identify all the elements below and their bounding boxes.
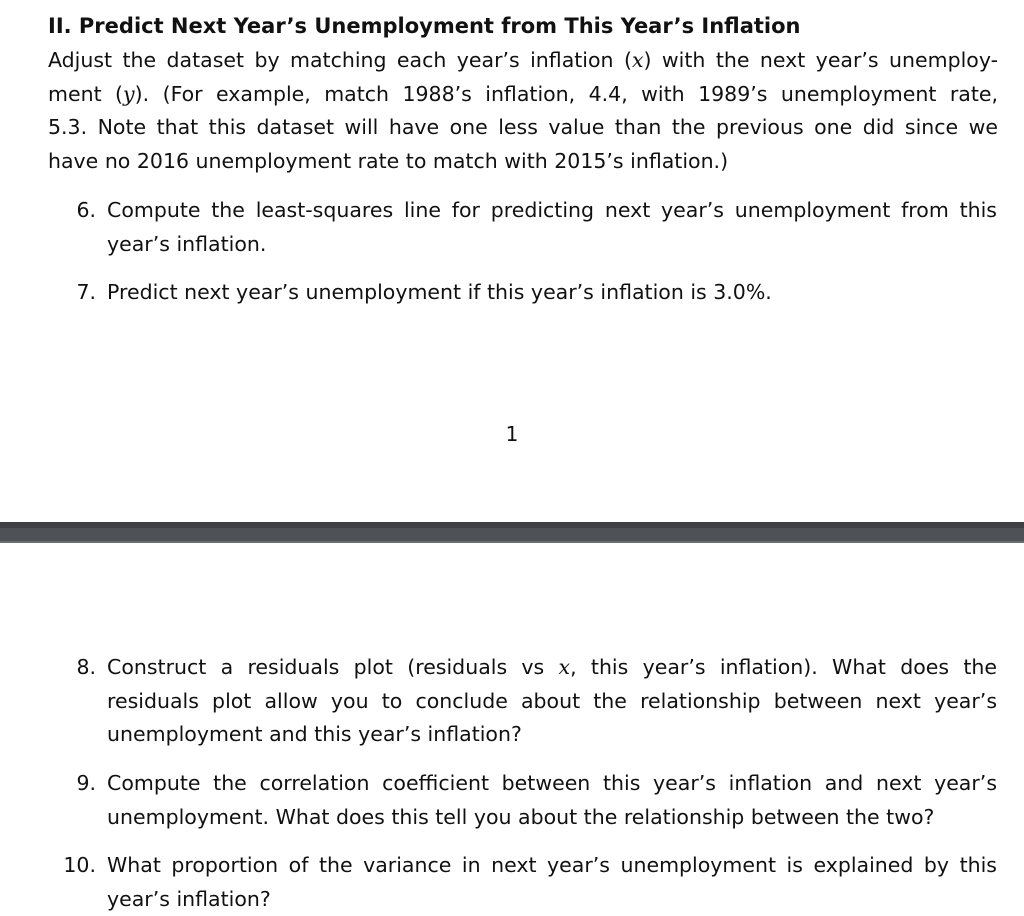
document-page-2	[0, 543, 1024, 916]
math-variable-x: x	[631, 48, 644, 72]
question-number: 9.	[76, 771, 96, 795]
intro-paragraph	[48, 44, 998, 178]
page-number: 1	[505, 422, 519, 446]
question-number: 10.	[63, 853, 96, 877]
question-text: Compute the least-squares line for predicting next year’s unemployment from this year’s inflation.	[107, 198, 997, 256]
page-separator-shadow	[0, 522, 1024, 528]
intro-line-2: ment (y). (For example, match 1988’s inflation, 4.4, with 1989’s unemployment rate,	[48, 81, 998, 106]
question-text: What proportion of the variance in next year’s unemployment is explained by this year’s inflation?	[107, 853, 997, 911]
intro-line-1: Adjust the dataset by matching each year’s inflation (x) with the next year’s unemploy-	[48, 48, 999, 72]
intro-line-4: have no 2016 unemployment rate to match with 2015’s inflation.)	[48, 148, 729, 173]
question-number: 6.	[76, 198, 96, 222]
question-text: Compute the correlation coefficient between this year’s inflation and next year’s unemployment. What does this tell you about the relationship between the two?	[107, 771, 997, 829]
question-number: 8.	[76, 655, 96, 679]
page-separator	[0, 522, 1024, 543]
section-heading: II. Predict Next Year’s Unemployment from This Year’s Inflation	[48, 14, 801, 38]
question-text: Construct a residuals plot (residuals vs x, this year’s inflation). What does the residuals plot allow you to conclude about the relationship between next year’s unemployment and this year’s inflation?	[107, 655, 997, 746]
intro-line-3: 5.3. Note that this dataset will have one less value than the previous one did since we	[48, 115, 998, 139]
math-variable-x: x	[558, 655, 571, 679]
math-variable-y: y	[123, 81, 135, 106]
question-number: 7.	[76, 280, 96, 304]
question-text: Predict next year’s unemployment if this year’s inflation is 3.0%.	[107, 280, 772, 304]
